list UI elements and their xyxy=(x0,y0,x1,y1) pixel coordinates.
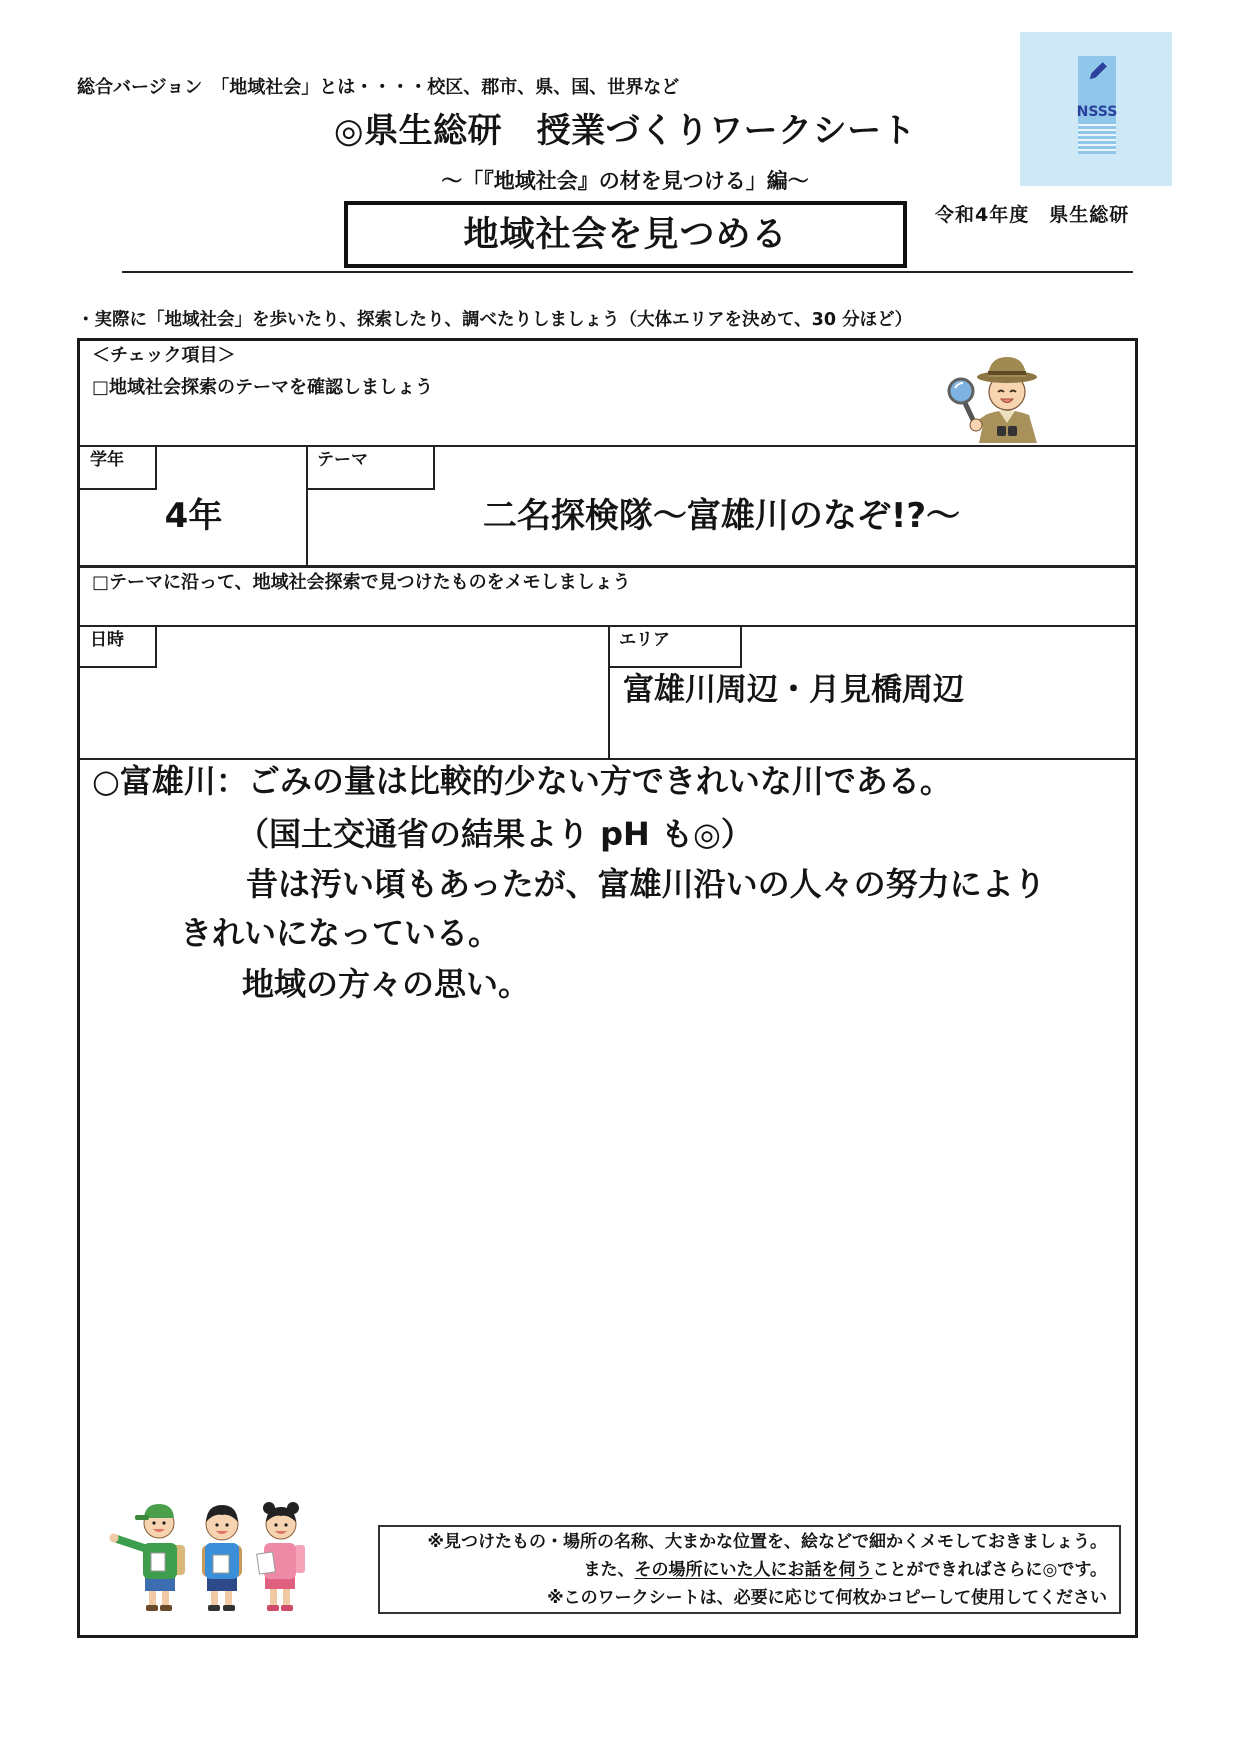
theme-check-item: □地域社会探索のテーマを確認しましょう xyxy=(92,377,434,398)
version-note: 総合バージョン 「地域社会」とは・・・・校区、郡市、県、国、世界など xyxy=(77,77,680,98)
instruction-text: ・実際に「地域社会」を歩いたり、探索したり、調べたりしましょう（大体エリアを決めて、30 分ほど） xyxy=(77,310,913,330)
explorer-hat-band xyxy=(988,371,1026,375)
logo-stripe xyxy=(1078,134,1116,136)
kid3-eye xyxy=(284,1523,287,1526)
kid3-leg xyxy=(283,1587,290,1607)
kid1-shorts xyxy=(145,1577,175,1591)
memo-check-item: □テーマに沿って、地域社会探索で見つけたものをメモしましょう xyxy=(92,572,631,593)
row-divider xyxy=(80,565,1135,568)
kid-middle xyxy=(202,1505,242,1611)
row-divider xyxy=(80,758,1135,760)
kid2-leg xyxy=(211,1589,218,1607)
note-line-3: ※このワークシートは、必要に応じて何枚かコピーして使用してください xyxy=(547,1588,1107,1608)
memo-line: 地域の方々の思い。 xyxy=(242,965,531,1003)
kid3-paper xyxy=(257,1552,276,1574)
logo-stripe xyxy=(1078,139,1116,141)
kid3-shoe xyxy=(281,1605,293,1611)
kid1-eye xyxy=(152,1521,155,1524)
memo-line: きれいになっている。 xyxy=(180,914,501,952)
nsss-logo xyxy=(1020,32,1172,186)
memo-line: （国土交通省の結果より pH も◎） xyxy=(237,815,753,853)
kid1-shoe xyxy=(146,1605,158,1611)
notes-box xyxy=(378,1525,1121,1614)
page-subtitle: ～「『地域社会』の材を見つける」編～ xyxy=(441,169,809,193)
explorer-illustration xyxy=(945,349,1049,443)
memo-line: 昔は汚い頃もあったが、富雄川沿いの人々の努力により xyxy=(246,865,1046,903)
kid2-shoe xyxy=(223,1605,235,1611)
grade-value: 4年 xyxy=(164,496,223,536)
note-line-2-pre: また、 xyxy=(583,1560,635,1580)
kid1-eye xyxy=(162,1521,165,1524)
kid2-leg xyxy=(225,1589,232,1607)
logo-text: NSSS xyxy=(1076,104,1118,120)
binoculars-left xyxy=(997,426,1006,436)
page-title: ◎県生総研 授業づくりワークシート xyxy=(333,111,917,151)
kid2-eye xyxy=(215,1523,218,1526)
kid3-backpack xyxy=(295,1545,305,1573)
kid3-eye xyxy=(274,1523,277,1526)
kid2-eye xyxy=(225,1523,228,1526)
kid2-shorts xyxy=(207,1577,237,1591)
kids-illustration xyxy=(109,1493,327,1612)
checklist-title: ＜チェック項目＞ xyxy=(92,345,236,366)
note-line-2 xyxy=(380,1556,1107,1584)
heading-text: 地域社会を見つめる xyxy=(463,214,788,255)
kid1-paper xyxy=(151,1553,165,1571)
row-divider xyxy=(80,445,1135,447)
logo-stripe xyxy=(1078,144,1116,146)
note-line-2-underlined: その場所にいた人にお話を伺う xyxy=(634,1560,873,1580)
kid-girl xyxy=(257,1502,305,1611)
note-line-2-post: ことができればさらに◎です。 xyxy=(872,1560,1107,1580)
kid3-leg xyxy=(270,1587,277,1607)
theme-value: 二名探検隊～富雄川のなぞ!?～ xyxy=(482,496,961,536)
kid1-leg xyxy=(149,1589,156,1607)
theme-label: テーマ xyxy=(307,446,435,490)
area-label: エリア xyxy=(609,626,742,668)
heading-box xyxy=(344,201,907,268)
kid3-shoe xyxy=(267,1605,279,1611)
kid1-arm xyxy=(117,1539,147,1549)
logo-stripe xyxy=(1078,129,1116,131)
kid1-cap-brim xyxy=(135,1515,149,1520)
kid1-hand xyxy=(110,1534,119,1543)
logo-stripe xyxy=(1078,149,1116,151)
kid1-shoe xyxy=(160,1605,172,1611)
logo-stripe xyxy=(1078,124,1116,126)
datetime-label: 日時 xyxy=(80,626,157,668)
grade-label: 学年 xyxy=(80,446,157,490)
kid2-paper xyxy=(213,1555,229,1573)
explorer-hand xyxy=(970,419,982,431)
note-line-1: ※見つけたもの・場所の名称、大まかな位置を、絵などで細かくメモしておきましょう。 xyxy=(427,1532,1107,1552)
binoculars-right xyxy=(1008,426,1017,436)
year-organization: 令和4年度 県生総研 xyxy=(935,204,1130,226)
kid-pointing xyxy=(110,1504,186,1611)
worksheet-table xyxy=(77,338,1138,1638)
header-divider xyxy=(122,271,1133,273)
memo-line: ○富雄川：ごみの量は比較的少ない方できれいな川である。 xyxy=(92,762,952,800)
kid2-shoe xyxy=(208,1605,220,1611)
kid1-leg xyxy=(162,1589,169,1607)
area-value: 富雄川周辺・月見橋周辺 xyxy=(623,672,964,708)
